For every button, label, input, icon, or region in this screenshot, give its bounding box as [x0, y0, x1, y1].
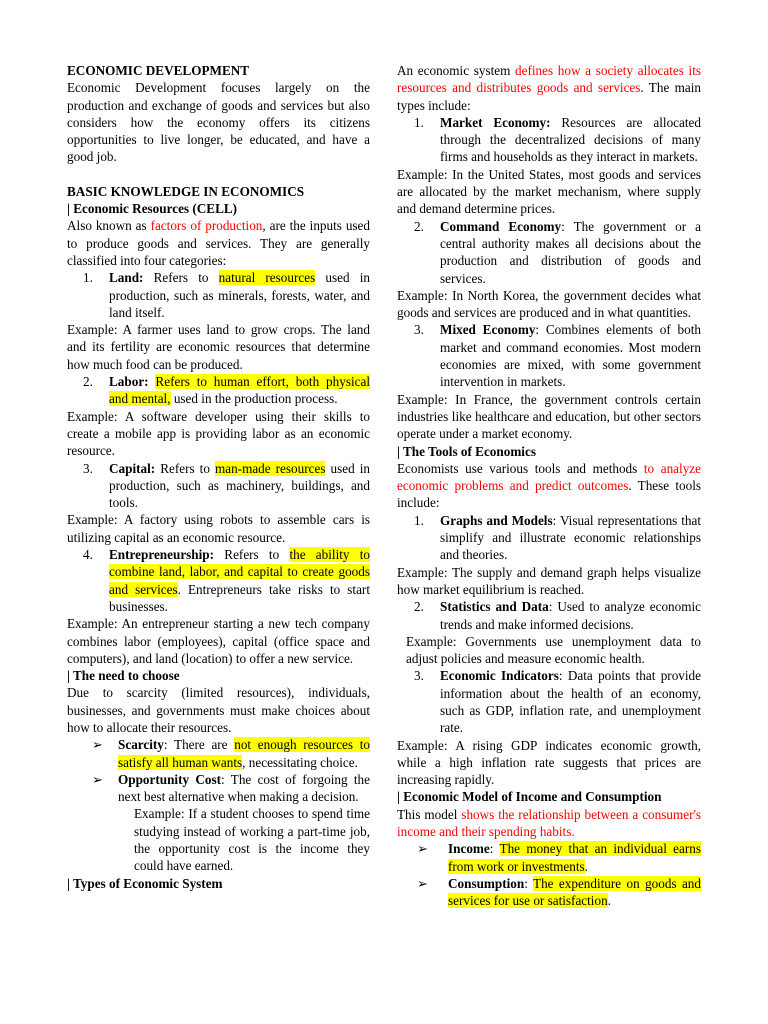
list-item-economic-indicators: 3. Economic Indicators: Data points that provide information about the health of an economy, such as GDP, inflation rate, and unemployment rate. [414, 668, 701, 736]
subheading-types-of-economic-system: | Types of Economic System [67, 875, 223, 891]
example-command-economy: Example: In North Korea, the government decides what goods and services are produced and in what quantities. [397, 287, 701, 321]
need-intro: Due to scarcity (limited resources), individuals, businesses, and governments must make choices about how to allocate their resources. [67, 685, 370, 735]
example-land: Example: A farmer uses land to grow crops. The land and its fertility are economic resources that determine how much food can be produced. [67, 322, 370, 372]
example-graphs-and-models: Example: The supply and demand graph helps visualize how market equilibrium is reached. [397, 564, 701, 597]
list-item-land: 1. Land: Refers to natural resources used in production, such as minerals, forests, water, and land itself. [83, 270, 370, 320]
page-title: ECONOMIC DEVELOPMENT [67, 63, 250, 78]
red-emphasis: to analyze economic problems and predict outcomes [397, 460, 701, 494]
red-emphasis: defines how a society allocates its resources and distributes goods and services [397, 63, 702, 96]
bullet-consumption: ➢ Consumption: The expenditure on goods and services for use or satisfaction. [417, 875, 701, 909]
arrow-bullet-icon: ➢ [417, 841, 429, 857]
bullet-opportunity-cost: ➢ Opportunity Cost: The cost of forgoing the next best alternative when making a decision. [92, 771, 370, 805]
highlight: natural resources [218, 270, 316, 286]
subheading-income-consumption-model: | Economic Model of Income and Consumption [397, 789, 662, 805]
intro-paragraph: Economic Development focuses largely on the production and exchange of goods and services but also considers how the economy offers its citizens opportunities to live longer, be educated, and have a good job. [67, 80, 370, 165]
example-economic-indicators: Example: A rising GDP indicates economic growth, while a high inflation rate suggests that prices are increasing rapidly. [397, 737, 701, 788]
model-intro: This model shows the relationship between a consumer's income and their spending habits. [397, 806, 701, 840]
bullet-scarcity: ➢ Scarcity: There are not enough resources to satisfy all human wants, necessitating choice. [92, 737, 370, 770]
subheading-need-to-choose: | The need to choose [67, 668, 180, 684]
list-item-entrepreneurship: 4. Entrepreneurship: Refers to the ability to combine land, labor, and capital to create goods and services. Entrepreneurs take risks to start businesses. [83, 547, 370, 614]
example-labor: Example: A software developer using their skills to create a mobile app is providing labor as an economic resource. [67, 408, 370, 459]
list-item-market-economy: 1. Market Economy: Resources are allocated through the decentralized decisions of many firms and households as they interact in markets. [414, 114, 702, 165]
red-emphasis: factors of production [150, 218, 263, 234]
system-intro: An economic system defines how a society allocates its resources and distributes goods and services. The main types include: [397, 63, 702, 113]
bullet-income: ➢ Income: The money that an individual earns from work or investments. [417, 841, 701, 874]
subheading-economic-resources: | Economic Resources (CELL) [67, 201, 238, 217]
right-column [397, 62, 701, 910]
section-heading-basic-knowledge: BASIC KNOWLEDGE IN ECONOMICS [67, 183, 305, 199]
example-market-economy: Example: In the United States, most goods and services are allocated by the market mechanism, where supply and demand determine prices. [397, 166, 701, 217]
tools-intro: Economists use various tools and methods to analyze economic problems and predict outcomes. These tools include: [397, 460, 701, 511]
example-capital: Example: A factory using robots to assemble cars is utilizing capital as an economic resource. [67, 512, 370, 545]
highlight: Refers to human effort, both physical and mental, [109, 374, 370, 407]
highlight: man-made resources [214, 460, 326, 476]
example-mixed-economy: Example: In France, the government controls certain industries like healthcare and education, but other sectors operate under a market economy. [397, 391, 701, 442]
highlight: The expenditure on goods and services for use or satisfaction [448, 875, 701, 909]
example-entrepreneurship: Example: An entrepreneur starting a new tech company combines labor (employees), capital (office space and computers), and land (location) to offer a new service. [67, 616, 370, 666]
list-item-mixed-economy: 3. Mixed Economy: Combines elements of both market and command economies. Most modern economies are mixed, with some government intervention in markets. [414, 322, 701, 390]
list-item-labor: 2. Labor: Refers to human effort, both physical and mental, used in the production process. [83, 374, 370, 407]
left-column [67, 62, 370, 892]
highlight: the ability to combine land, labor, and capital to create goods and services [109, 547, 370, 597]
list-item-graphs-and-models: 1. Graphs and Models: Visual representations that simplify and illustrate economic relationships and theories. [414, 512, 701, 563]
highlight: The money that an individual earns from work or investments [448, 841, 701, 874]
subheading-tools-of-economics: | The Tools of Economics [397, 443, 536, 459]
resources-intro: Also known as factors of production, are the inputs used to produce goods and services. They are generally classified into four categories: [67, 218, 370, 268]
red-emphasis: shows the relationship between a consumer's income and their spending habits. [397, 806, 701, 840]
list-item-capital: 3. Capital: Refers to man-made resources used in production, such as machinery, buildings, and tools. [83, 460, 370, 511]
example-statistics-and-data: Example: Governments use unemployment data to adjust policies and measure economic health. [406, 633, 701, 667]
arrow-bullet-icon: ➢ [417, 875, 429, 891]
list-item-command-economy: 2. Command Economy: The government or a central authority makes all decisions about the production and distribution of goods and services. [414, 218, 701, 286]
arrow-bullet-icon: ➢ [92, 771, 104, 787]
list-item-statistics-and-data: 2. Statistics and Data: Used to analyze economic trends and make informed decisions. [414, 599, 701, 632]
highlight: not enough resources to satisfy all human wants [118, 737, 370, 770]
example-opportunity-cost: Example: If a student chooses to spend time studying instead of working a part-time job, the opportunity cost is the income they could have earned. [134, 806, 370, 874]
arrow-bullet-icon: ➢ [92, 737, 104, 753]
